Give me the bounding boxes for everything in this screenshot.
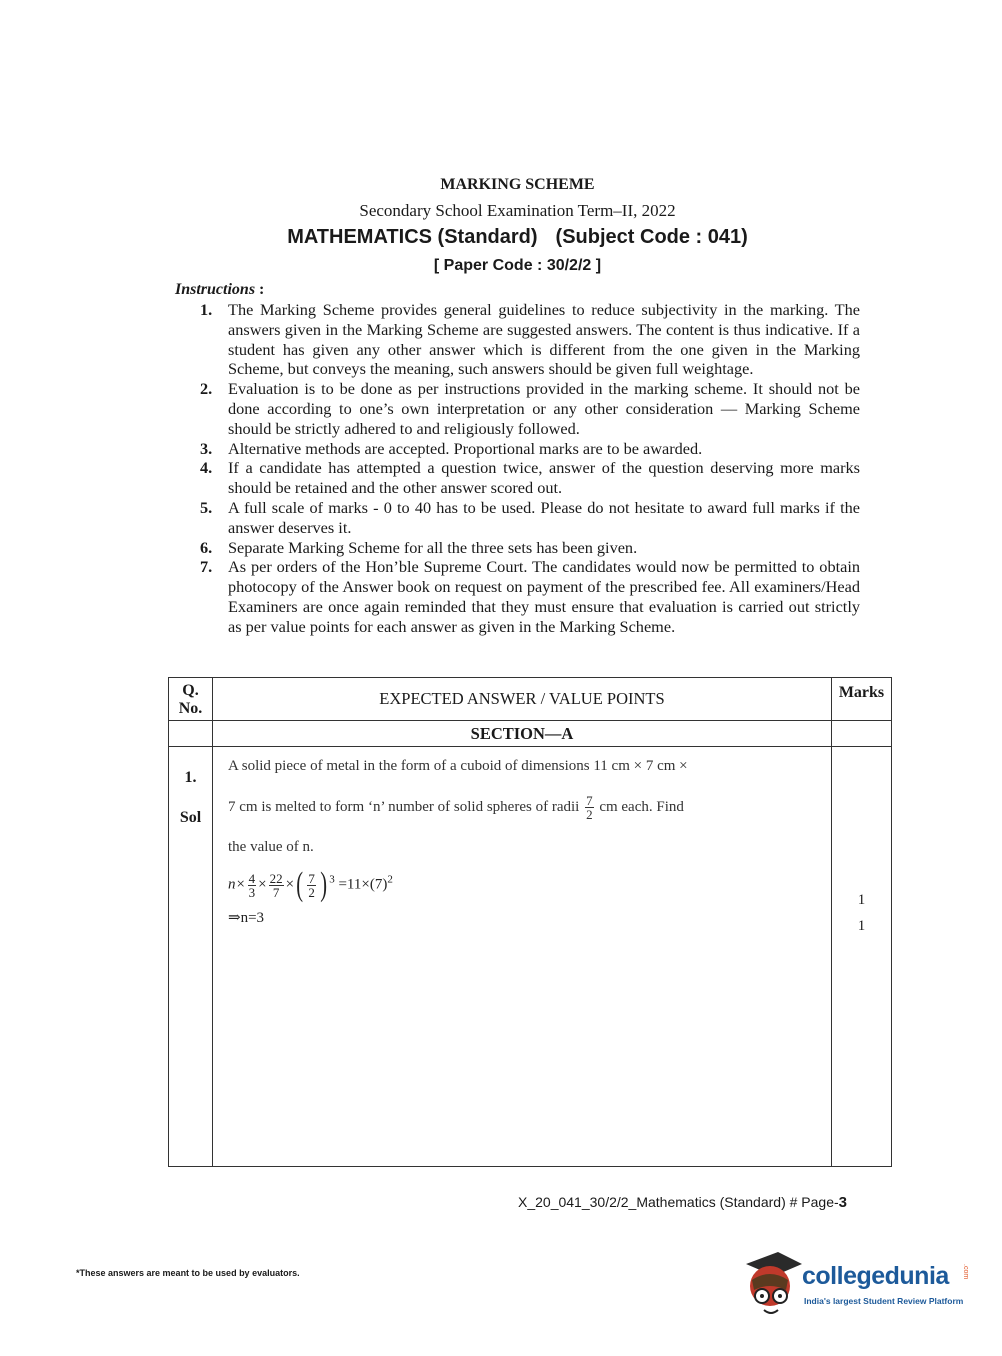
solution-label: Sol	[179, 809, 202, 826]
instruction-item	[200, 300, 860, 379]
instruction-number: 5.	[200, 497, 213, 517]
instruction-number: 7.	[200, 557, 213, 577]
q-no-header-line2: No.	[178, 700, 203, 717]
fraction-numerator: 4	[248, 870, 256, 886]
instruction-text: If a candidate has attempted a question twice, answer of the question deserving more marks should be retained and the other answer scored out.	[228, 458, 860, 498]
page-label: X_20_041_30/2/2_Mathematics (Standard) # Page-	[518, 1194, 839, 1210]
section-title: SECTION—A	[213, 721, 832, 747]
table-header-row	[169, 678, 892, 721]
paper-code: [ Paper Code : 30/2/2 ]	[433, 257, 602, 274]
instruction-item	[200, 458, 860, 498]
evaluator-note: *These answers are meant to be used by evaluators.	[76, 1268, 300, 1278]
mark-value: 1	[857, 918, 866, 934]
radius-fraction	[585, 794, 594, 821]
logo-suffix: .com	[962, 1264, 969, 1280]
answer-cell	[213, 747, 832, 1167]
fraction-numerator: 7	[308, 870, 315, 886]
marks-cell	[832, 747, 892, 1167]
subject-code: (Subject Code : 041)	[555, 226, 748, 248]
instruction-number: 6.	[200, 537, 213, 557]
instruction-number: 4.	[200, 458, 213, 478]
instruction-item	[200, 538, 860, 558]
marks-header: Marks	[832, 678, 892, 721]
eq-exponent: 2	[387, 873, 393, 886]
question-text-part: cm each. Find	[599, 798, 684, 815]
instruction-text: As per orders of the Hon’ble Supreme Court. The candidates would now be permitted to obtain photocopy of the Answer book on request on payment of the prescribed fee. All examiners/Head Examiners are once again reminded that they must ensure that evaluation is carried out strictly as per value points for each answer as given in the Marking Scheme.	[228, 557, 860, 636]
fraction-denominator: 2	[586, 807, 593, 822]
mascot-icon	[740, 1250, 804, 1320]
answer-header: EXPECTED ANSWER / VALUE POINTS	[213, 678, 832, 721]
question-text-line2	[228, 794, 831, 821]
instructions-colon: :	[255, 281, 265, 298]
instruction-item	[200, 498, 860, 538]
instructions-label: Instructions	[175, 281, 256, 298]
instruction-text: Separate Marking Scheme for all the three sets has been given.	[228, 537, 638, 557]
instructions-list	[200, 300, 860, 637]
instruction-item	[200, 379, 860, 438]
solution-equation	[228, 866, 831, 903]
question-number: 1.	[184, 769, 197, 786]
subject-heading	[0, 226, 1002, 249]
instruction-number: 2.	[200, 379, 213, 399]
eq-fraction	[269, 872, 284, 899]
instruction-text: A full scale of marks - 0 to 40 has to be used. Please do not hesitate to award full marks if the answer deserves it.	[228, 497, 860, 537]
close-paren-icon: )	[320, 866, 327, 903]
instruction-text: Alternative methods are accepted. Proportional marks are to be awarded.	[228, 438, 703, 458]
fraction-denominator: 3	[248, 884, 256, 900]
q-no-header	[169, 678, 213, 721]
fraction-numerator: 22	[269, 870, 283, 886]
eq-fraction	[307, 872, 316, 899]
instructions-heading	[175, 281, 264, 299]
eq-rhs: =11×(7)	[338, 876, 388, 893]
logo-name: collegedunia	[802, 1262, 949, 1290]
instruction-item	[200, 439, 860, 459]
instruction-number: 1.	[200, 300, 213, 319]
question-text-line3: the value of n.	[228, 839, 314, 855]
fraction-numerator: 7	[586, 793, 593, 808]
eq-term: n×	[228, 876, 246, 893]
fraction-denominator: 7	[272, 884, 280, 900]
q-no-header-line1: Q.	[182, 682, 199, 699]
instruction-number: 3.	[200, 438, 213, 458]
section-row	[169, 721, 892, 747]
exam-name: Secondary School Examination Term–II, 2022	[359, 201, 676, 220]
instruction-text: Evaluation is to be done as per instructions provided in the marking scheme. It should not be done according to one’s own interpretation or any other consideration — Marking Scheme should be strictly adhered to and religiously followed.	[228, 379, 860, 438]
question-number-cell	[169, 747, 213, 1167]
section-marks-cell	[832, 721, 892, 747]
subject-name: MATHEMATICS (Standard)	[287, 226, 538, 248]
instruction-item	[200, 557, 860, 636]
table-row	[169, 747, 892, 1167]
logo-tagline: India's largest Student Review Platform	[804, 1296, 964, 1306]
fraction-denominator: 2	[308, 884, 315, 900]
eq-exponent: 3	[329, 873, 335, 886]
collegedunia-logo	[740, 1250, 970, 1320]
question-text-line1: A solid piece of metal in the form of a cuboid of dimensions 11 cm × 7 cm ×	[228, 758, 688, 774]
page-number: 3	[838, 1194, 847, 1211]
section-q-cell	[169, 721, 213, 747]
marking-table	[168, 677, 892, 1167]
question-text-part: 7 cm is melted to form ‘n’ number of solid spheres of radii	[228, 798, 580, 815]
mark-value: 1	[857, 892, 866, 908]
open-paren-icon: (	[296, 866, 304, 903]
marking-scheme-title: MARKING SCHEME	[440, 176, 595, 193]
eq-operator: ×	[258, 876, 267, 893]
eq-operator: ×	[285, 876, 295, 893]
page-footer	[518, 1194, 847, 1211]
solution-result: ⇒n=3	[228, 910, 265, 926]
eq-fraction	[248, 872, 257, 899]
instruction-text: The Marking Scheme provides general guidelines to reduce subjectivity in the marking. The answers given in the Marking Scheme are suggested answers. The content is thus indicative. If a student has given any other answer which is different from the one given in the Marking Scheme, but conveys the meaning, such answers should be given full weightage.	[228, 300, 860, 379]
